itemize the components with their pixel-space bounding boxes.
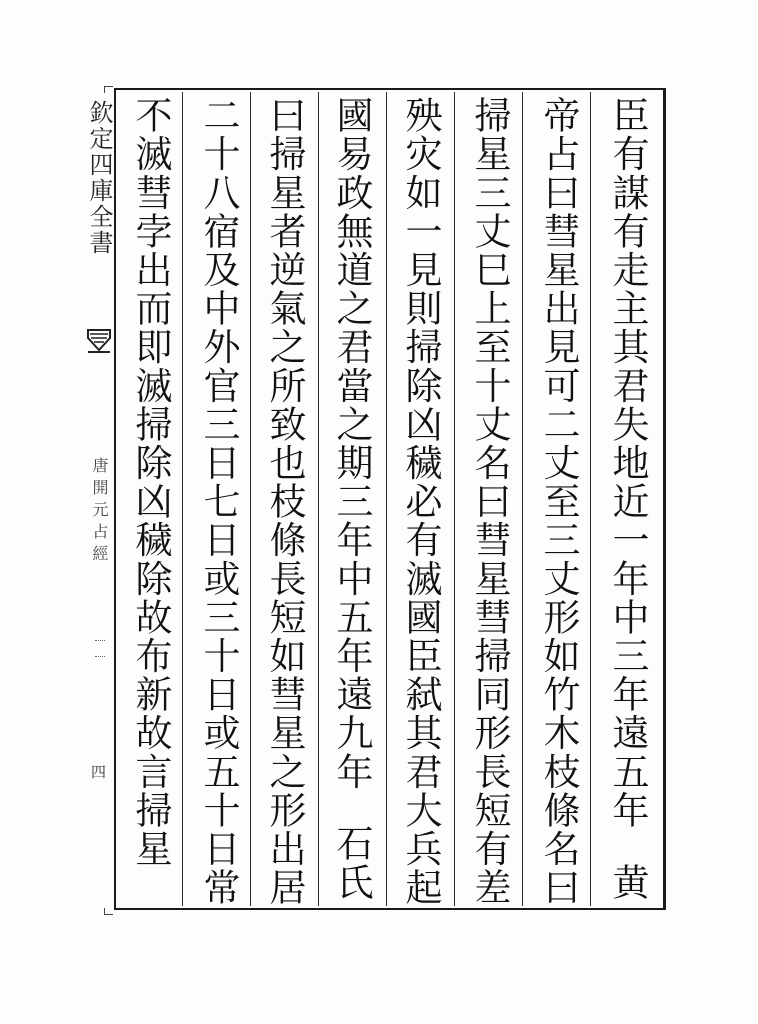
column-rule (250, 92, 251, 906)
column-tail: 石氏 (330, 824, 373, 902)
text-column-2 (530, 96, 586, 907)
text-column-6 (256, 96, 312, 907)
column-rule (386, 92, 387, 906)
margin-tick (95, 656, 105, 657)
column-text: 國易政無道之君當之期三年中五年遠九年 (330, 96, 373, 791)
margin-book-title: 唐開元占經 (90, 457, 109, 567)
corner-mark (104, 86, 113, 93)
column-rule (454, 92, 455, 906)
column-text: 不滅彗孛出而即滅掃除凶穢除故布新故言掃星 (129, 96, 172, 868)
column-rule (182, 92, 183, 906)
book-heart-margin (78, 92, 114, 906)
column-rule (522, 92, 523, 906)
column-text: 殃灾如一見則掃除凶穢必有滅國臣弑其君大兵起 (399, 96, 442, 907)
corner-mark (104, 908, 113, 915)
text-column-1 (599, 96, 655, 902)
text-column-7 (190, 96, 246, 907)
text-column-8 (122, 96, 178, 896)
column-rule (318, 92, 319, 906)
fishtail-mark-icon (86, 328, 112, 358)
column-text: 二十八宿及中外官三日七日或三十日或五十日常 (197, 96, 240, 907)
text-column-4 (392, 96, 448, 907)
column-text: 曰掃星者逆氣之所致也枝條長短如彗星之形出居 (263, 96, 306, 907)
margin-title: 欽定四庫全書 (85, 100, 113, 256)
column-text: 臣有謀有走主其君失地近一年中三年遠五年 (606, 96, 649, 830)
text-column-3 (461, 96, 517, 907)
column-rule (590, 92, 591, 906)
text-column-5 (323, 96, 379, 902)
page-number: 四 (89, 764, 107, 779)
column-text: 帝占曰彗星出見可二丈至三丈形如竹木枝條名曰 (537, 96, 580, 907)
column-text: 掃星三丈巳上至十丈名曰彗星彗掃同形長短有差 (468, 96, 511, 907)
margin-tick (95, 640, 105, 641)
column-tail: 黄 (606, 862, 649, 902)
